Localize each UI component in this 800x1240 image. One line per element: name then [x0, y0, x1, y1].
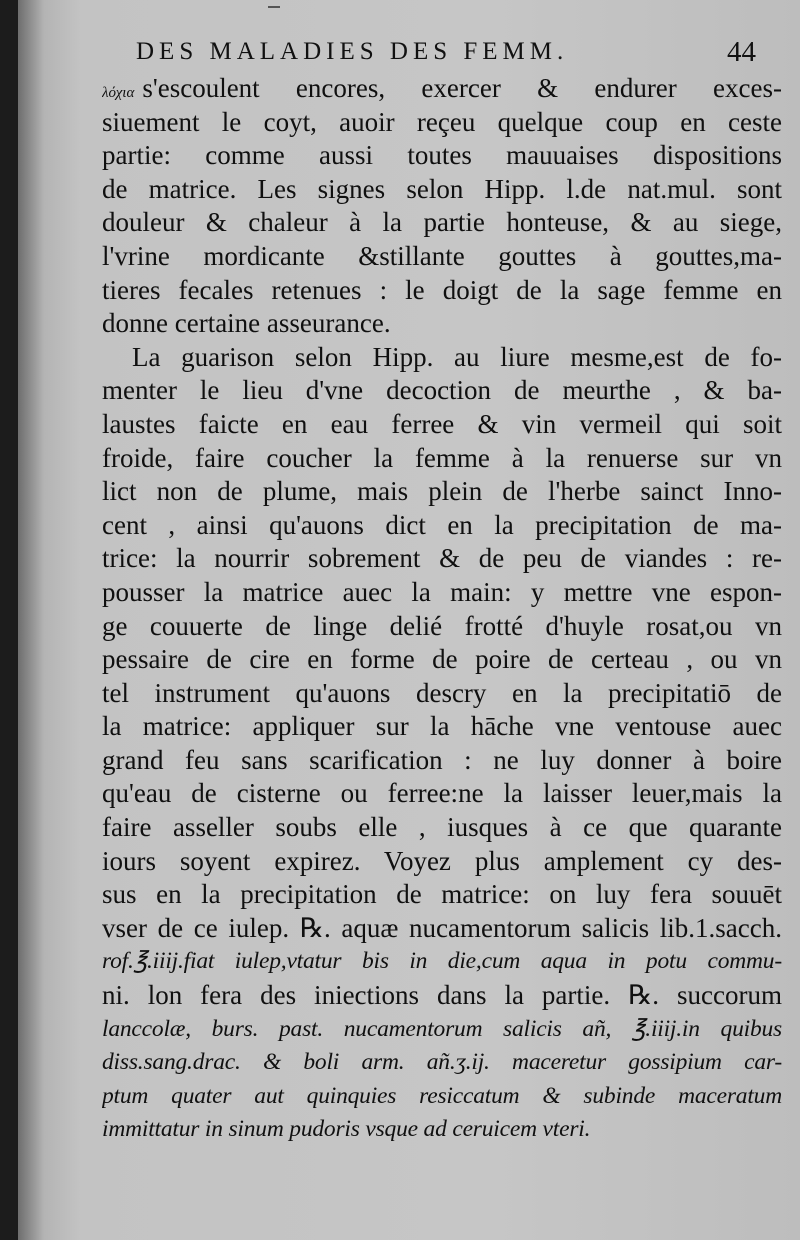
text-line: lict non de plume, mais plein de l'herbe sainct Inno- — [102, 476, 782, 507]
marginal-note: λόχια — [102, 85, 135, 101]
page-header — [136, 36, 756, 72]
recipe-line: ptum quater aut quinquies resiccatum & subinde maceratum — [102, 1082, 782, 1109]
text-line: faire asseller soubs elle , iusques à ce que quarante — [102, 812, 782, 843]
text-line: vser de ce iulep. ℞. aquæ nucamentorum salicis lib.1.sacch. — [102, 912, 782, 943]
text-line: sus en la precipitation de matrice: on luy fera souuēt — [102, 879, 782, 910]
text-line: ni. lon fera des iniections dans la partie. ℞. succorum — [102, 980, 782, 1011]
ink-mark — [268, 6, 280, 8]
text-line: laustes faicte en eau ferree & vin vermeil qui soit — [102, 408, 782, 439]
book-page — [18, 0, 800, 1240]
text-line: l'vrine mordicante &stillante gouttes à gouttes,ma- — [102, 240, 782, 271]
paragraph-start: La guarison selon Hipp. au liure mesme,est de fo- — [132, 341, 782, 372]
text-line: de matrice. Les signes selon Hipp. l.de nat.mul. sont — [102, 173, 782, 204]
binding-shadow — [18, 0, 44, 1240]
running-title: DES MALADIES DES FEMM. — [136, 38, 569, 65]
text-line: grand feu sans scarification : ne luy donner à boire — [102, 744, 782, 775]
text-line: tieres fecales retenues : le doigt de la sage femme en — [102, 274, 782, 305]
text-line: qu'eau de cisterne ou ferree:ne la laisser leuer,mais la — [102, 778, 782, 809]
recipe-line: immittatur in sinum pudoris vsque ad ceruicem vteri. — [102, 1116, 591, 1143]
page-number: 44 — [727, 36, 756, 68]
text-line: douleur & chaleur à la partie honteuse, & au siege, — [102, 207, 782, 238]
text-line: λόχια s'escoulent encores, exercer & endurer exces- — [102, 73, 782, 103]
text-line: tel instrument qu'auons descry en la precipitatiō de — [102, 677, 782, 708]
text-line: froide, faire coucher la femme à la renuerse sur vn — [102, 442, 782, 473]
text-line: partie: comme aussi toutes mauuaises dispositions — [102, 140, 782, 171]
text-line: pousser la matrice auec la main: y mettre vne espon- — [102, 576, 782, 607]
recipe-line: lanccolæ, burs. past. nucamentorum salicis añ, ℥.iiij.in quibus — [102, 1015, 782, 1042]
text-line: pessaire de cire en forme de poire de certeau , ou vn — [102, 644, 782, 675]
text-line: donne certaine asseurance. — [102, 308, 391, 339]
text-line: ge couuerte de linge delié frotté d'huyle rosat,ou vn — [102, 610, 782, 641]
text-line: cent , ainsi qu'auons dict en la precipitation de ma- — [102, 509, 782, 540]
body-text — [102, 72, 782, 1147]
text-line: menter le lieu d'vne decoction de meurthe , & ba- — [102, 375, 782, 406]
recipe-line: rof.℥.iiij.fiat iulep,vtatur bis in die,cum aqua in potu commu- — [102, 948, 782, 975]
text-line: iours soyent expirez. Voyez plus amplement cy des- — [102, 845, 782, 876]
text-line: trice: la nourrir sobrement & de peu de viandes : re- — [102, 543, 782, 574]
text-line: la matrice: appliquer sur la hāche vne ventouse auec — [102, 711, 782, 742]
recipe-line: diss.sang.drac. & boli arm. añ.ʒ.ij. maceretur gossipium car- — [102, 1049, 782, 1076]
text-line: siuement le coyt, auoir reçeu quelque coup en ceste — [102, 106, 782, 137]
